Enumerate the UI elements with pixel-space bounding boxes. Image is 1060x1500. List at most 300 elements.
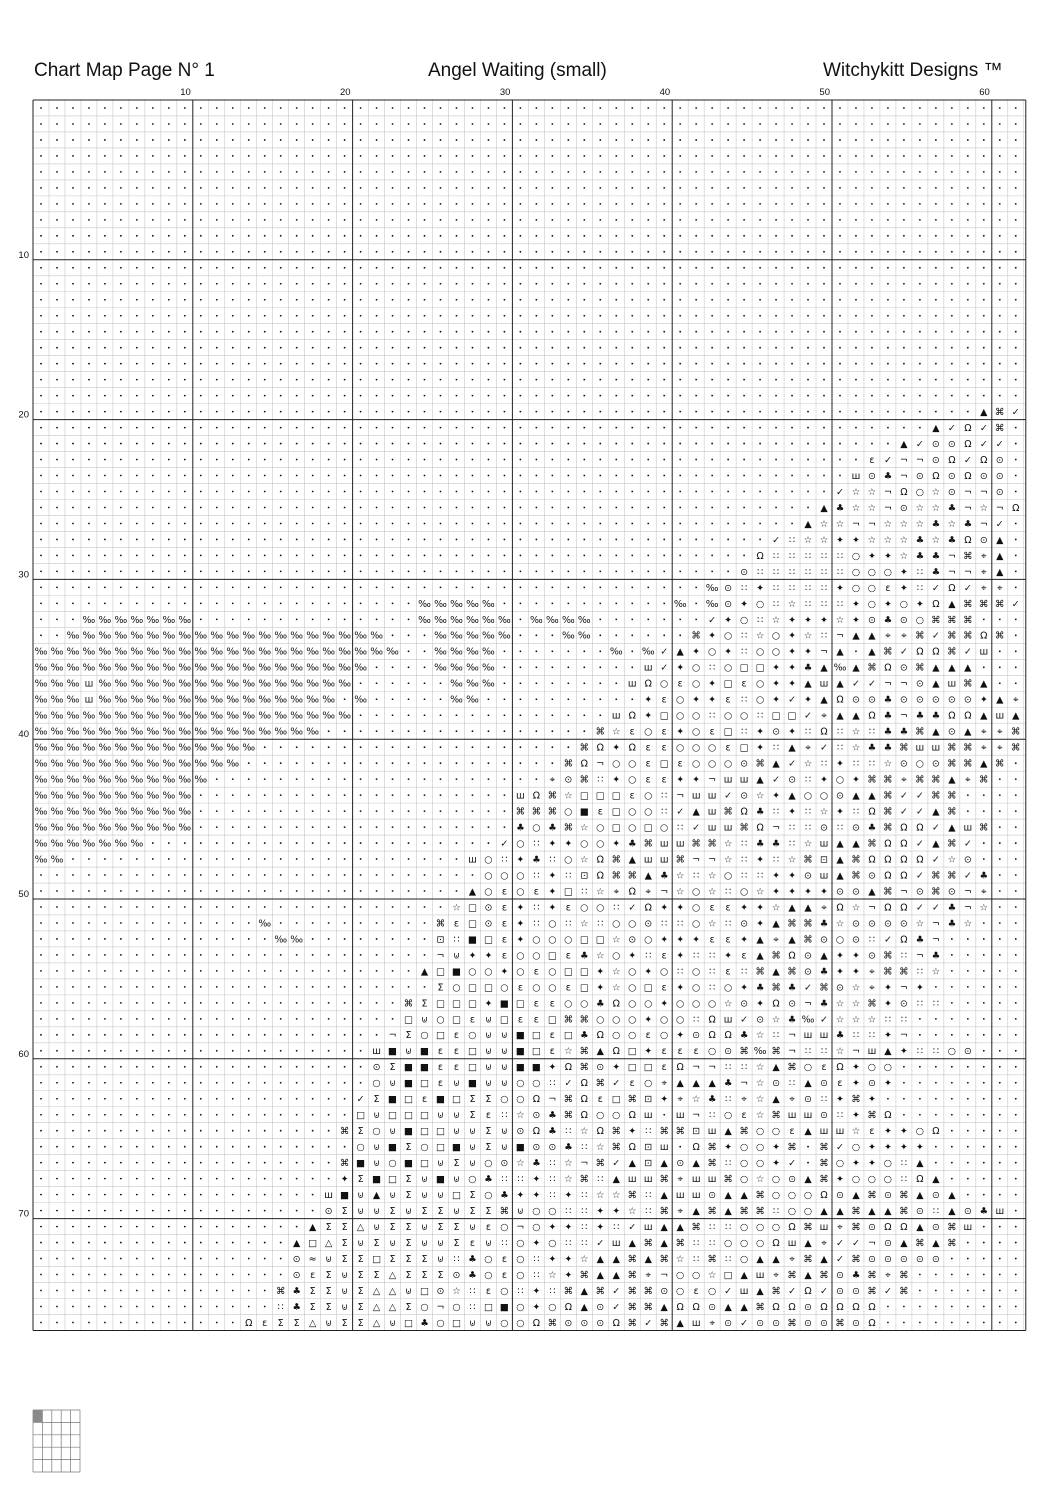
stitch-symbol: ☆ <box>803 534 813 546</box>
background-dot <box>935 363 937 365</box>
background-dot <box>567 187 569 189</box>
stitch-symbol: ⊙ <box>836 1285 844 1297</box>
background-dot <box>679 586 681 588</box>
stitch-symbol: ○ <box>548 1301 557 1313</box>
background-dot <box>152 1162 154 1164</box>
stitch-symbol: ‰ <box>482 630 495 642</box>
background-dot <box>232 459 234 461</box>
background-dot <box>232 890 234 892</box>
background-dot <box>40 155 42 157</box>
stitch-symbol: ε <box>693 1285 699 1297</box>
background-dot <box>567 602 569 604</box>
stitch-symbol: ‰ <box>66 806 80 818</box>
background-dot <box>264 810 266 812</box>
background-dot <box>280 1002 282 1004</box>
background-dot <box>647 363 649 365</box>
stitch-symbol: ‰ <box>66 710 80 722</box>
stitch-symbol: ∷ <box>549 1158 556 1170</box>
background-dot <box>248 267 250 269</box>
background-dot <box>280 427 282 429</box>
stitch-symbol: ‰ <box>114 662 128 674</box>
stitch-symbol: ✦ <box>836 582 844 594</box>
stitch-symbol: Σ <box>389 1062 396 1074</box>
background-dot <box>232 427 234 429</box>
background-dot <box>360 986 362 988</box>
background-dot <box>951 1082 953 1084</box>
stitch-symbol: ‰ <box>561 630 575 642</box>
y-tick-label: 20 <box>18 409 29 421</box>
background-dot <box>392 874 394 876</box>
background-dot <box>392 986 394 988</box>
background-dot <box>280 762 282 764</box>
background-dot <box>296 618 298 620</box>
background-dot <box>360 842 362 844</box>
background-dot <box>535 299 537 301</box>
stitch-symbol: ✦ <box>612 1206 621 1218</box>
background-dot <box>360 379 362 381</box>
background-dot <box>519 235 521 237</box>
background-dot <box>583 459 585 461</box>
background-dot <box>567 395 569 397</box>
background-dot <box>376 970 378 972</box>
background-dot <box>951 1018 953 1020</box>
background-dot <box>488 155 490 157</box>
stitch-symbol: ▲ <box>852 630 860 642</box>
background-dot <box>951 1306 953 1308</box>
stitch-symbol: ∷ <box>773 742 780 754</box>
stitch-symbol: ○ <box>676 1014 685 1026</box>
background-dot <box>392 618 394 620</box>
background-dot <box>360 1066 362 1068</box>
background-dot <box>232 1226 234 1228</box>
background-dot <box>152 938 154 940</box>
background-dot <box>823 123 825 125</box>
background-dot <box>967 810 969 812</box>
background-dot <box>631 491 633 493</box>
background-dot <box>919 251 921 253</box>
stitch-symbol: ✓ <box>724 790 733 802</box>
stitch-symbol: ∷ <box>757 710 764 722</box>
stitch-symbol: ∷ <box>820 630 828 642</box>
stitch-symbol: ‰ <box>801 1014 815 1026</box>
background-dot <box>168 507 170 509</box>
page-title-left: Chart Map Page N° 1 <box>34 60 215 81</box>
background-dot <box>504 107 506 109</box>
y-tick-label: 50 <box>18 889 29 900</box>
background-dot <box>344 347 346 349</box>
stitch-symbol: ▲ <box>996 694 1004 706</box>
stitch-symbol: ■ <box>404 1078 414 1090</box>
stitch-symbol: ¬ <box>979 518 988 530</box>
stitch-symbol: ○ <box>739 1174 749 1186</box>
background-dot <box>456 155 458 157</box>
background-dot <box>264 459 266 461</box>
stitch-symbol: ♣ <box>819 966 829 978</box>
background-dot <box>72 1050 74 1052</box>
background-dot <box>376 235 378 237</box>
background-dot <box>408 379 410 381</box>
background-dot <box>248 315 250 317</box>
stitch-symbol: ⌘ <box>739 1046 749 1058</box>
background-dot <box>136 922 138 924</box>
stitch-symbol: ⌘ <box>931 870 941 882</box>
background-dot <box>823 187 825 189</box>
stitch-symbol: ∷ <box>565 1126 572 1138</box>
background-dot <box>599 427 601 429</box>
background-dot <box>56 107 58 109</box>
stitch-symbol: ♣ <box>883 726 893 738</box>
background-dot <box>807 491 809 493</box>
stitch-symbol: ∷ <box>789 534 796 546</box>
background-dot <box>200 1258 202 1260</box>
stitch-symbol: △ <box>324 1237 333 1249</box>
background-dot <box>216 491 218 493</box>
background-dot <box>999 1018 1001 1020</box>
background-dot <box>967 986 969 988</box>
background-dot <box>104 251 106 253</box>
background-dot <box>583 187 585 189</box>
background-dot <box>104 571 106 573</box>
background-dot <box>823 331 825 333</box>
background-dot <box>504 730 506 732</box>
background-dot <box>232 1290 234 1292</box>
background-dot <box>951 139 953 141</box>
background-dot <box>88 922 90 924</box>
background-dot <box>887 395 889 397</box>
stitch-symbol: ☆ <box>819 534 829 546</box>
background-dot <box>935 1018 937 1020</box>
stitch-symbol: ☆ <box>851 1014 861 1026</box>
stitch-symbol: ‰ <box>258 694 272 706</box>
stitch-symbol: ♣ <box>755 838 765 850</box>
background-dot <box>999 1226 1001 1228</box>
background-dot <box>679 459 681 461</box>
stitch-symbol: ⊍ <box>421 1174 428 1186</box>
stitch-symbol: ▲ <box>836 710 844 722</box>
stitch-symbol: Ω <box>788 950 796 962</box>
stitch-symbol: ▲ <box>852 838 860 850</box>
stitch-symbol: ⊙ <box>947 726 956 738</box>
background-dot <box>296 1050 298 1052</box>
stitch-symbol: ‰ <box>306 630 320 642</box>
stitch-symbol: ☆ <box>755 1062 765 1074</box>
background-dot <box>40 1194 42 1196</box>
background-dot <box>743 203 745 205</box>
background-dot <box>120 523 122 525</box>
background-dot <box>679 347 681 349</box>
stitch-symbol: ▲ <box>804 518 812 530</box>
background-dot <box>775 363 777 365</box>
background-dot <box>695 507 697 509</box>
stitch-symbol: ⌘ <box>883 806 893 818</box>
background-dot <box>647 107 649 109</box>
background-dot <box>504 602 506 604</box>
background-dot <box>408 283 410 285</box>
background-dot <box>248 1130 250 1132</box>
stitch-symbol: ⌘ <box>723 806 733 818</box>
stitch-symbol: ○ <box>692 902 701 914</box>
stitch-symbol: ⊍ <box>500 1142 508 1154</box>
background-dot <box>56 139 58 141</box>
background-dot <box>424 507 426 509</box>
stitch-symbol: ⌘ <box>755 1190 765 1202</box>
background-dot <box>280 1226 282 1228</box>
background-dot <box>280 107 282 109</box>
stitch-symbol: ‰ <box>274 630 288 642</box>
background-dot <box>72 906 74 908</box>
stitch-symbol: ‰ <box>50 710 64 722</box>
stitch-symbol: ‰ <box>577 630 591 642</box>
background-dot <box>248 299 250 301</box>
stitch-symbol: ■ <box>404 1158 414 1170</box>
stitch-symbol: ⊙ <box>436 1285 445 1297</box>
background-dot <box>456 778 458 780</box>
stitch-symbol: □ <box>451 998 461 1010</box>
stitch-symbol: ✦ <box>724 646 733 658</box>
background-dot <box>376 267 378 269</box>
background-dot <box>1015 970 1017 972</box>
stitch-symbol: ✦ <box>596 1221 605 1233</box>
background-dot <box>791 459 793 461</box>
stitch-symbol: Σ <box>357 1269 364 1281</box>
background-dot <box>120 155 122 157</box>
background-dot <box>935 203 937 205</box>
background-dot <box>168 251 170 253</box>
stitch-symbol: ‰ <box>66 838 80 850</box>
background-dot <box>504 586 506 588</box>
stitch-symbol: ¬ <box>867 1237 876 1249</box>
stitch-symbol: ⊡ <box>580 870 589 882</box>
stitch-symbol: ☆ <box>851 726 861 738</box>
background-dot <box>408 107 410 109</box>
background-dot <box>216 586 218 588</box>
background-dot <box>647 315 649 317</box>
background-dot <box>519 283 521 285</box>
background-dot <box>727 523 729 525</box>
stitch-symbol: ε <box>549 998 555 1010</box>
stitch-symbol: ☆ <box>915 518 925 530</box>
background-dot <box>40 187 42 189</box>
background-dot <box>264 107 266 109</box>
background-dot <box>152 1242 154 1244</box>
background-dot <box>232 267 234 269</box>
background-dot <box>216 1162 218 1164</box>
background-dot <box>280 954 282 956</box>
stitch-symbol: ○ <box>580 838 589 850</box>
background-dot <box>104 1210 106 1212</box>
background-dot <box>344 1082 346 1084</box>
stitch-symbol: ⌘ <box>627 1269 637 1281</box>
background-dot <box>296 235 298 237</box>
background-dot <box>999 1114 1001 1116</box>
stitch-symbol: ∷ <box>900 1174 907 1186</box>
background-dot <box>727 331 729 333</box>
background-dot <box>488 427 490 429</box>
background-dot <box>264 443 266 445</box>
background-dot <box>344 299 346 301</box>
background-dot <box>184 938 186 940</box>
stitch-symbol: ○ <box>723 1237 733 1249</box>
background-dot <box>424 443 426 445</box>
stitch-symbol: ‰ <box>98 774 112 786</box>
stitch-symbol: Ω <box>836 1062 844 1074</box>
stitch-symbol: ∷ <box>916 582 923 594</box>
stitch-symbol: ∷ <box>820 758 828 770</box>
background-dot <box>775 331 777 333</box>
stitch-symbol: △ <box>372 1301 381 1313</box>
stitch-symbol: ✦ <box>740 982 749 994</box>
background-dot <box>775 155 777 157</box>
stitch-symbol: □ <box>595 934 605 946</box>
background-dot <box>168 235 170 237</box>
background-dot <box>168 219 170 221</box>
background-dot <box>72 347 74 349</box>
stitch-symbol: ○ <box>755 598 765 610</box>
background-dot <box>248 970 250 972</box>
background-dot <box>615 107 617 109</box>
stitch-symbol: ○ <box>484 886 493 898</box>
background-dot <box>807 347 809 349</box>
stitch-symbol: ∷ <box>677 822 684 834</box>
background-dot <box>72 187 74 189</box>
background-dot <box>615 331 617 333</box>
background-dot <box>72 1226 74 1228</box>
stitch-symbol: ‰ <box>114 646 128 658</box>
background-dot <box>104 523 106 525</box>
background-dot <box>743 443 745 445</box>
background-dot <box>647 331 649 333</box>
background-dot <box>360 123 362 125</box>
stitch-symbol: ⌖ <box>789 1094 795 1106</box>
background-dot <box>328 459 330 461</box>
stitch-symbol: ○ <box>915 614 925 626</box>
stitch-symbol: ▲ <box>900 1237 908 1249</box>
stitch-symbol: ⌘ <box>627 1285 637 1297</box>
background-dot <box>88 235 90 237</box>
stitch-symbol: ‰ <box>210 758 224 770</box>
background-dot <box>839 139 841 141</box>
stitch-symbol: ⊙ <box>931 1190 940 1202</box>
stitch-symbol: ‰ <box>34 710 48 722</box>
background-dot <box>264 842 266 844</box>
background-dot <box>647 203 649 205</box>
background-dot <box>679 555 681 557</box>
y-tick-label: 60 <box>18 1048 29 1060</box>
background-dot <box>887 443 889 445</box>
background-dot <box>120 443 122 445</box>
background-dot <box>328 602 330 604</box>
background-dot <box>903 331 905 333</box>
background-dot <box>168 1306 170 1308</box>
stitch-symbol: ‰ <box>162 742 176 754</box>
y-tick-label: 30 <box>18 569 29 581</box>
background-dot <box>344 1114 346 1116</box>
background-dot <box>567 427 569 429</box>
background-dot <box>40 970 42 972</box>
stitch-symbol: ■ <box>515 1030 525 1042</box>
stitch-symbol: ♣ <box>516 822 525 834</box>
stitch-symbol: ‰ <box>114 774 128 786</box>
stitch-symbol: ‰ <box>178 614 192 626</box>
background-dot <box>328 171 330 173</box>
background-dot <box>328 283 330 285</box>
stitch-symbol: ‰ <box>242 630 256 642</box>
background-dot <box>248 954 250 956</box>
background-dot <box>424 379 426 381</box>
stitch-symbol: ∷ <box>709 710 716 722</box>
stitch-symbol: Σ <box>469 1110 476 1122</box>
background-dot <box>216 171 218 173</box>
background-dot <box>472 107 474 109</box>
stitch-symbol: ш <box>819 838 829 850</box>
background-dot <box>919 1034 921 1036</box>
background-dot <box>823 267 825 269</box>
stitch-symbol: ∷ <box>852 806 859 818</box>
stitch-symbol: □ <box>755 662 765 674</box>
stitch-symbol: ‰ <box>290 934 304 946</box>
background-dot <box>328 395 330 397</box>
stitch-symbol: ‰ <box>98 614 112 626</box>
stitch-symbol: ⊙ <box>804 1094 813 1106</box>
stitch-symbol: ▲ <box>676 646 684 658</box>
background-dot <box>631 123 633 125</box>
stitch-symbol: ✦ <box>836 966 844 978</box>
background-dot <box>983 794 985 796</box>
background-dot <box>663 602 665 604</box>
background-dot <box>216 1242 218 1244</box>
background-dot <box>951 171 953 173</box>
background-dot <box>743 347 745 349</box>
background-dot <box>631 523 633 525</box>
background-dot <box>472 347 474 349</box>
stitch-symbol: ‰ <box>194 662 208 674</box>
background-dot <box>456 123 458 125</box>
stitch-symbol: ⊙ <box>867 950 876 962</box>
background-dot <box>983 1258 985 1260</box>
background-dot <box>903 267 905 269</box>
background-dot <box>999 666 1001 668</box>
stitch-symbol: ✓ <box>820 742 828 754</box>
stitch-symbol: Ω <box>980 630 988 642</box>
stitch-symbol: ш <box>627 678 637 690</box>
background-dot <box>120 1098 122 1100</box>
background-dot <box>903 1114 905 1116</box>
stitch-symbol: ⊙ <box>899 1253 908 1265</box>
background-dot <box>296 251 298 253</box>
stitch-symbol: ш <box>803 1030 813 1042</box>
background-dot <box>168 1002 170 1004</box>
stitch-symbol: ⌘ <box>851 1221 861 1233</box>
background-dot <box>711 571 713 573</box>
stitch-symbol: ∷ <box>916 998 923 1010</box>
stitch-symbol: ✦ <box>899 582 908 594</box>
stitch-symbol: ⊍ <box>341 1269 349 1281</box>
stitch-symbol: ‰ <box>66 822 80 834</box>
stitch-symbol: ⌘ <box>579 1269 590 1281</box>
background-dot <box>440 411 442 413</box>
background-dot <box>456 107 458 109</box>
background-dot <box>136 954 138 956</box>
background-dot <box>344 235 346 237</box>
background-dot <box>488 411 490 413</box>
stitch-symbol: ✓ <box>820 1285 828 1297</box>
background-dot <box>328 219 330 221</box>
background-dot <box>535 714 537 716</box>
stitch-symbol: ε <box>661 694 667 706</box>
stitch-symbol: ‰ <box>34 854 48 866</box>
stitch-symbol: ○ <box>548 934 557 946</box>
background-dot <box>424 666 426 668</box>
